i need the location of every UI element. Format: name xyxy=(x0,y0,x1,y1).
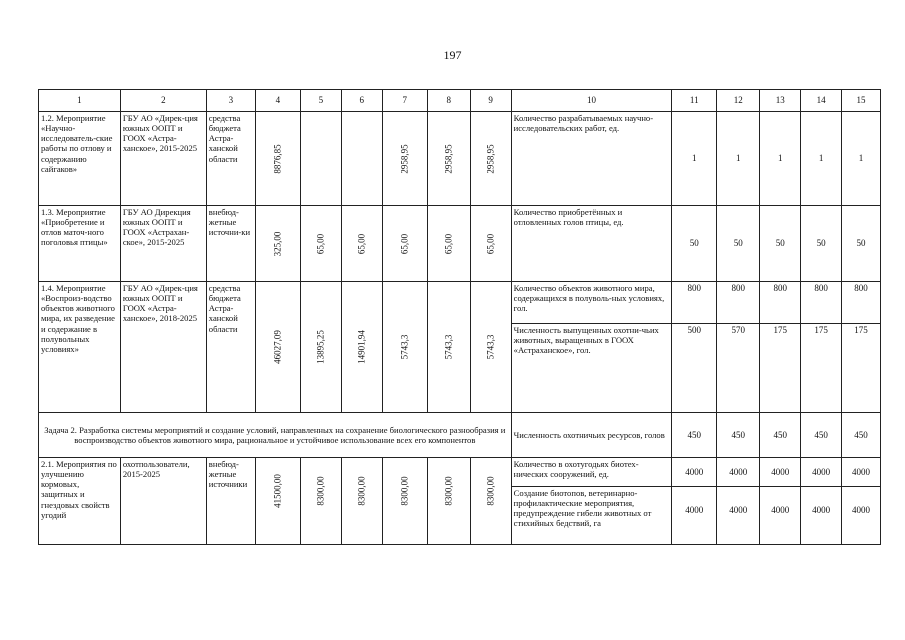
amount-value: 5743,3 xyxy=(399,334,410,360)
indicator-value: 4000 xyxy=(842,487,881,545)
indicator-value: 50 xyxy=(672,206,717,282)
amount-cell xyxy=(382,112,427,206)
amount-cell xyxy=(382,206,427,282)
amount-value: 65,00 xyxy=(315,233,326,254)
table-row-1-2 xyxy=(39,112,881,206)
amount-cell xyxy=(255,458,300,545)
header-cell: 11 xyxy=(672,90,717,112)
indicator-cell: Количество приобретённых и отловленных голов птицы, ед. xyxy=(511,206,672,282)
indicator-value: 4000 xyxy=(717,458,760,487)
header-cell: 10 xyxy=(511,90,672,112)
event-cell: 1.2. Мероприятие «Научно-исследователь-ские работы по отлову и содержанию сайгаков» xyxy=(39,112,121,206)
amount-value: 5743,3 xyxy=(443,334,454,360)
indicator-value: 450 xyxy=(842,413,881,458)
indicator-value: 450 xyxy=(801,413,842,458)
amount-value: 325,00 xyxy=(272,231,283,256)
table-row-task-2 xyxy=(39,413,881,458)
indicator-value: 800 xyxy=(717,282,760,324)
amount-cell xyxy=(382,282,427,413)
header-cell: 2 xyxy=(120,90,206,112)
indicator-value: 450 xyxy=(717,413,760,458)
header-cell: 4 xyxy=(255,90,300,112)
amount-cell xyxy=(470,206,511,282)
indicator-value: 800 xyxy=(672,282,717,324)
indicator-value: 1 xyxy=(672,112,717,206)
amount-value: 65,00 xyxy=(443,233,454,254)
event-cell: 1.4. Мероприятие «Воспроиз-водство объектов животного мира, их разведение и содержание в полувольных условиях» xyxy=(39,282,121,413)
amount-value: 2958,95 xyxy=(399,143,410,174)
executor-cell: охотпользователи, 2015-2025 xyxy=(120,458,206,545)
amount-value: 8300,00 xyxy=(399,476,410,506)
indicator-value: 4000 xyxy=(842,458,881,487)
event-cell: 1.3. Мероприятие «Приобретение и отлов маточ-ного поголовья птицы» xyxy=(39,206,121,282)
amount-cell xyxy=(427,206,470,282)
table-row-1-4 xyxy=(39,282,881,324)
amount-value: 41500,00 xyxy=(272,473,283,508)
amount-cell xyxy=(255,206,300,282)
indicator-value: 800 xyxy=(842,282,881,324)
amount-cell xyxy=(300,112,341,206)
amount-cell xyxy=(300,206,341,282)
amount-value: 8300,00 xyxy=(315,476,326,506)
indicator-value: 1 xyxy=(760,112,801,206)
amount-cell xyxy=(341,282,382,413)
indicator-value: 4000 xyxy=(672,487,717,545)
executor-cell: ГБУ АО Дирекция южных ООПТ и ГООХ «Астрахан-ское», 2015-2025 xyxy=(120,206,206,282)
table-row-2-1 xyxy=(39,458,881,487)
amount-cell xyxy=(255,282,300,413)
amount-value: 5743,3 xyxy=(485,334,496,360)
amount-value: 8876,85 xyxy=(272,143,283,174)
amount-value: 14901,94 xyxy=(356,330,367,364)
source-cell: средства бюджета Астра-ханской области xyxy=(206,112,255,206)
indicator-value: 800 xyxy=(760,282,801,324)
indicator-cell: Создание биотопов, ветеринарно-профилактические мероприятия, предупреждение гибели животных от стихийных бедствий, га xyxy=(511,487,672,545)
task-heading: Задача 2. Разработка системы мероприятий и создание условий, направленных на сохранение биологического разнообразия и воспроизводство объектов животного мира, рациональное и устойчивое использование всех его компонентов xyxy=(39,413,512,458)
amount-value: 65,00 xyxy=(485,233,496,254)
source-cell: средства бюджета Астра-ханской области xyxy=(206,282,255,413)
amount-value: 46027,09 xyxy=(272,330,283,364)
indicator-value: 4000 xyxy=(801,458,842,487)
amount-cell xyxy=(470,112,511,206)
header-cell: 9 xyxy=(470,90,511,112)
event-cell: 2.1. Мероприятия по улучшению кормовых, защитных и гнездовых свойств угодий xyxy=(39,458,121,545)
header-row xyxy=(39,90,881,112)
amount-cell xyxy=(300,282,341,413)
source-cell: внебюд-жетные источники xyxy=(206,458,255,545)
executor-cell: ГБУ АО «Дирек-ция южных ООПТ и ГООХ «Астра-ханское», 2018-2025 xyxy=(120,282,206,413)
amount-value: 65,00 xyxy=(356,233,367,254)
source-cell: внебюд-жетные источни-ки xyxy=(206,206,255,282)
amount-value: 65,00 xyxy=(399,233,410,254)
indicator-value: 4000 xyxy=(760,487,801,545)
indicator-value: 175 xyxy=(842,324,881,413)
indicator-value: 570 xyxy=(717,324,760,413)
indicator-value: 50 xyxy=(842,206,881,282)
amount-cell xyxy=(427,282,470,413)
header-cell: 7 xyxy=(382,90,427,112)
header-cell: 14 xyxy=(801,90,842,112)
amount-cell xyxy=(382,458,427,545)
indicator-value: 50 xyxy=(760,206,801,282)
amount-value: 2958,95 xyxy=(443,143,454,174)
amount-value: 13895,25 xyxy=(315,330,326,364)
header-cell: 1 xyxy=(39,90,121,112)
indicator-cell: Количество в охотугодьях биотех-нических сооружений, ед. xyxy=(511,458,672,487)
header-cell: 5 xyxy=(300,90,341,112)
indicator-cell: Численность выпущенных охотни-чьих животных, выращенных в ГООХ «Астраханское», гол. xyxy=(511,324,672,413)
header-cell: 12 xyxy=(717,90,760,112)
amount-value: 2958,95 xyxy=(485,143,496,174)
header-cell: 13 xyxy=(760,90,801,112)
indicator-value: 175 xyxy=(760,324,801,413)
amount-value: 8300,00 xyxy=(356,476,367,506)
header-cell: 8 xyxy=(427,90,470,112)
amount-cell xyxy=(470,282,511,413)
header-cell: 15 xyxy=(842,90,881,112)
page-number: 197 xyxy=(443,48,462,62)
indicator-value: 4000 xyxy=(717,487,760,545)
amount-cell xyxy=(341,206,382,282)
amount-cell xyxy=(427,112,470,206)
indicator-value: 4000 xyxy=(760,458,801,487)
amount-cell xyxy=(255,112,300,206)
indicator-value: 1 xyxy=(842,112,881,206)
indicator-value: 800 xyxy=(801,282,842,324)
indicator-value: 4000 xyxy=(801,487,842,545)
indicator-value: 4000 xyxy=(672,458,717,487)
amount-cell xyxy=(300,458,341,545)
indicator-value: 450 xyxy=(672,413,717,458)
indicator-cell: Численность охотничьих ресурсов, голов xyxy=(511,413,672,458)
indicator-cell: Количество разрабатываемых научно-исследовательских работ, ед. xyxy=(511,112,672,206)
amount-value: 8300,00 xyxy=(485,476,496,506)
indicator-value: 1 xyxy=(717,112,760,206)
table-row-1-3 xyxy=(39,206,881,282)
header-cell: 6 xyxy=(341,90,382,112)
header-cell: 3 xyxy=(206,90,255,112)
executor-cell: ГБУ АО «Дирек-ция южных ООПТ и ГООХ «Астра-ханское», 2015-2025 xyxy=(120,112,206,206)
amount-cell xyxy=(470,458,511,545)
indicator-value: 50 xyxy=(801,206,842,282)
indicator-cell: Количество объектов животного мира, содержащихся в полуволь-ных условиях, гол. xyxy=(511,282,672,324)
indicator-value: 50 xyxy=(717,206,760,282)
amount-value: 8300,00 xyxy=(443,476,454,506)
indicator-value: 500 xyxy=(672,324,717,413)
amount-cell xyxy=(427,458,470,545)
indicator-value: 1 xyxy=(801,112,842,206)
amount-cell xyxy=(341,458,382,545)
indicator-value: 450 xyxy=(760,413,801,458)
amount-cell xyxy=(341,112,382,206)
program-table xyxy=(38,89,881,545)
indicator-value: 175 xyxy=(801,324,842,413)
